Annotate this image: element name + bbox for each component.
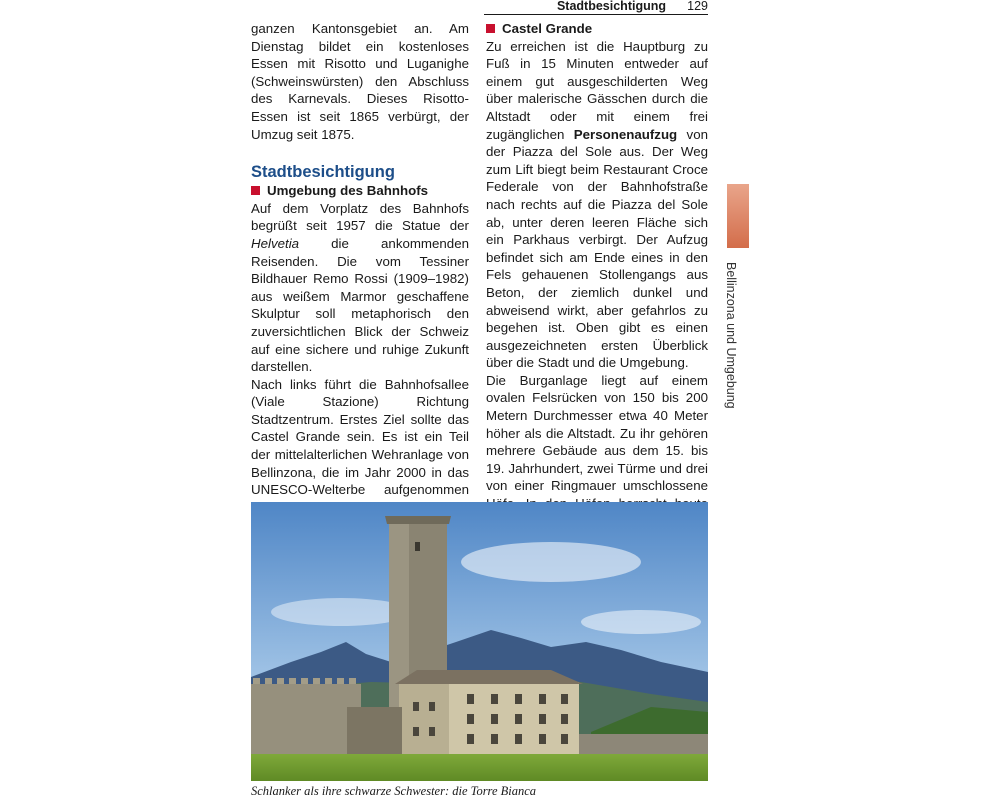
paragraph-aufzug-text-b: von der Piazza del Sole aus. Der Weg zum Lift biegt beim Restaurant Croce Federale von der Bahnhofstraße nach rechts auf die Piazza del Sole ab, unter deren leeren Fläche sich ein Parkhaus verbirgt. Der Aufzug befindet sich am Ende eines in den Fels gehauenen Stollengangs aus Beton, der ziemlich dunkel und abweisend wirkt, aber gefahrlos zu begehen ist. Oben gibt es einen ausgezeichneten ersten Überblick über die Stadt und die Umgebung. bbox=[486, 126, 709, 371]
personenaufzug-bold: Personenaufzug bbox=[573, 126, 678, 142]
paragraph-bahnhofsallee: Nach links führt die Bahnhofsallee (Viale Stazione) Richtung Stadtzentrum. Erstes Ziel sollte das Castel Grande sein. Es ist ein Teil der mittelalterlichen Wehranlage von Bellinzona, die im Jahr 2000 in das UNESCO-Welterbe aufgenommen bbox=[251, 376, 469, 498]
subheading-bahnhof bbox=[251, 182, 469, 200]
chapter-tab bbox=[727, 184, 749, 248]
helvetia-emphasis: Helvetia bbox=[251, 235, 300, 251]
paragraph-helvetia-text-a: Auf dem Vorplatz des Bahnhofs begrüßt seit 1957 die Statue der bbox=[251, 200, 469, 234]
header-rule bbox=[484, 14, 708, 15]
running-head bbox=[484, 0, 708, 14]
paragraph-aufzug-text-a: Zu erreichen ist die Hauptburg zu Fuß in 15 Minuten entweder auf einem gut ausgeschilderten Weg über malerische Gässchen durch die Altstadt oder mit einem frei zugänglichen bbox=[486, 38, 708, 142]
subheading-castel-grande bbox=[486, 20, 708, 38]
red-square-bullet-icon bbox=[486, 24, 495, 33]
paragraph-burganlage: Die Burganlage liegt auf einem ovalen Felsrücken von 150 bis 200 Metern Durchmesser etwa 40 Meter höher als die Altstadt. Zu ihr gehören mehrere Gebäude aus dem 15. bis 19. Jahrhundert, zwei Türme und drei von einer Ringmauer umschlossene bbox=[486, 372, 708, 494]
red-square-bullet-icon bbox=[251, 186, 260, 195]
paragraph-helvetia-text-b: die ankommenden Reisenden. Die vom Tessiner Bildhauer Remo Rossi (1909–1982) aus weißem Marmor geschaffene Skulptur soll metaphorisch den zuversichtlichen Blick der Schweiz auf eine sichere und ruhige Zukunft darstellen. bbox=[251, 235, 469, 375]
intro-paragraph: ganzen Kantonsgebiet an. Am Dienstag bildet ein kostenloses Essen mit Risotto und Luganighe (Schweinswürsten) den Abschluss des Karnevals. Dieses Risotto-Essen ist seit 1865 verbürgt, der Umzug seit 1875. bbox=[251, 21, 469, 142]
right-column bbox=[486, 20, 708, 583]
castle-photo bbox=[251, 502, 708, 781]
section-heading: Stadtbesichtigung bbox=[251, 163, 395, 182]
paragraph-helvetia bbox=[251, 200, 469, 376]
castle-photo-illustration bbox=[251, 502, 708, 781]
photo-caption: Schlanker als ihre schwarze Schwester: die Torre Bianca bbox=[251, 784, 537, 798]
subheading-bahnhof-text: Umgebung des Bahnhofs bbox=[267, 183, 429, 199]
chapter-tab-label: Bellinzona und Umgebung bbox=[724, 262, 738, 409]
subheading-castel-grande-text: Castel Grande bbox=[502, 21, 593, 36]
running-head-section: Stadtbesichtigung bbox=[556, 0, 666, 13]
page-number: 129 bbox=[687, 0, 708, 13]
paragraph-aufzug bbox=[486, 38, 708, 372]
